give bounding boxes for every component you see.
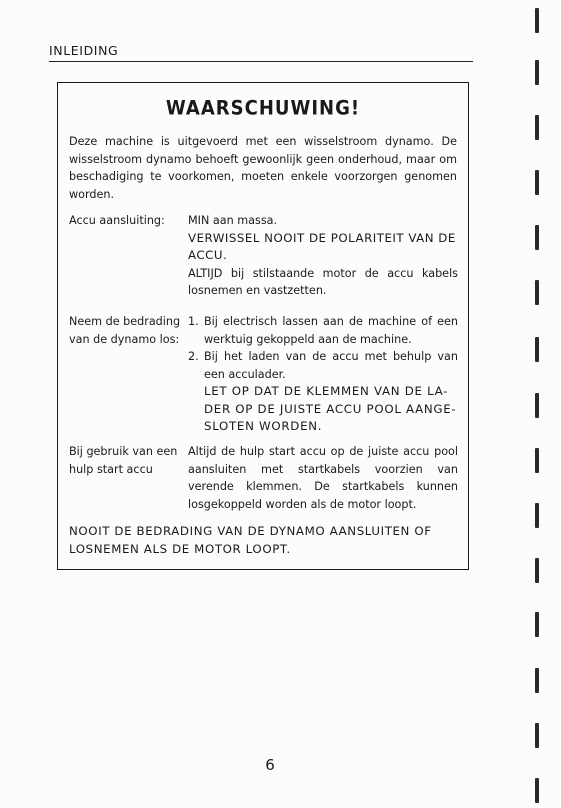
binding-hole <box>535 225 539 250</box>
page-number: 6 <box>265 756 275 774</box>
binding-hole <box>535 778 539 803</box>
accu-line-polarity: VERWISSEL NOOIT DE POLARITEIT VAN DE ACCU. <box>188 230 456 262</box>
binding-hole <box>535 558 539 583</box>
dynamo-item-2-number: 2. <box>188 350 199 363</box>
binding-hole <box>535 393 539 418</box>
accu-line-min: MIN aan massa. <box>188 214 278 227</box>
dynamo-content <box>188 313 458 436</box>
final-warning: NOOIT DE BEDRADING VAN DE DYNAMO AANSLUITEN OF LOSNEMEN ALS DE MOTOR LOOPT. <box>69 524 432 556</box>
dynamo-caution: LET OP DAT DE KLEMMEN VAN DE LA-DER OP DE JUISTE ACCU POOL AANGE-SLOTEN WORDEN. <box>204 384 457 433</box>
binding-hole <box>535 612 539 637</box>
section-header: INLEIDING <box>49 43 119 58</box>
dynamo-item-1-text: Bij electrisch lassen aan de machine of een werktuig gekoppeld aan de machine. <box>204 315 458 346</box>
binding-hole <box>535 337 539 362</box>
header-rule <box>49 61 473 62</box>
dynamo-item-1 <box>188 313 458 348</box>
jumpstart-label: Bij gebruik van een hulp start accu <box>69 445 178 476</box>
binding-hole <box>535 60 539 85</box>
binding-hole <box>535 115 539 140</box>
dynamo-item-2-text: Bij het laden van de accu met behulp van een acculader. <box>204 350 458 381</box>
warning-box <box>57 82 469 570</box>
binding-hole <box>535 448 539 473</box>
binding-hole <box>535 170 539 195</box>
binding-hole <box>535 8 539 33</box>
binding-hole <box>535 668 539 693</box>
accu-line-always: ALTIJD bij stilstaande motor de accu kabels losnemen en vastzetten. <box>188 266 458 297</box>
warning-intro: Deze machine is uitgevoerd met een wisselstroom dynamo. De wisselstroom dynamo behoeft gewoonlijk geen onderhoud, maar om beschadiging te voorkomen, moeten enkele voorzorgen genomen worden. <box>69 135 457 201</box>
accu-content <box>188 212 458 300</box>
warning-title: WAARSCHUWING! <box>165 96 361 121</box>
dynamo-item-1-number: 1. <box>188 315 199 328</box>
accu-label: Accu aansluiting: <box>69 214 165 227</box>
binding-hole <box>535 723 539 748</box>
jumpstart-content: Altijd de hulp start accu op de juiste accu pool aansluiten met startkabels voorzien van verende klemmen. De startkabels kunnen losgekoppeld worden als de motor loopt. <box>188 445 458 511</box>
dynamo-item-2 <box>188 348 458 383</box>
binding-hole <box>535 280 539 305</box>
dynamo-label: Neem de bedrading van de dynamo los: <box>69 315 181 346</box>
binding-hole <box>535 503 539 528</box>
